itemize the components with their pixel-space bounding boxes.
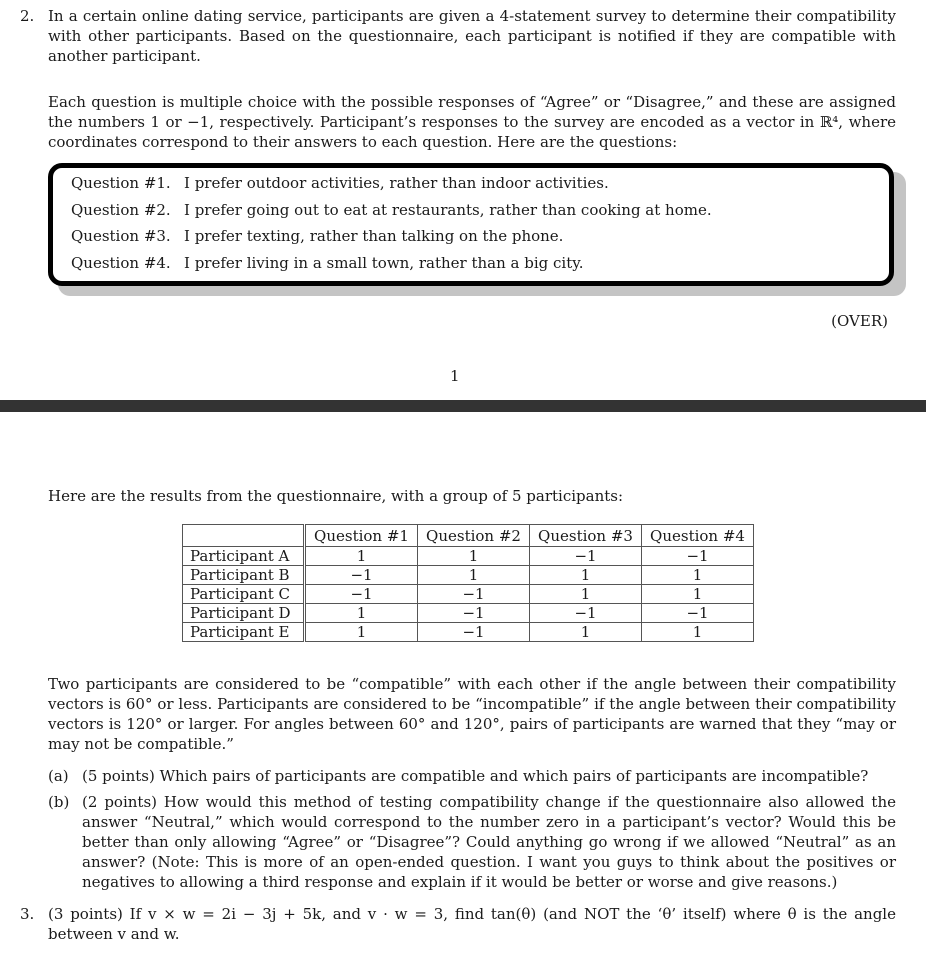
table-header-cell: Question #3 [530, 525, 642, 547]
question-label: Question #4. [71, 254, 171, 272]
question-label: Question #3. [71, 227, 171, 245]
row-label: Participant C [183, 585, 305, 604]
table-cell: −1 [530, 547, 642, 566]
table-cell: −1 [418, 604, 530, 623]
question-row [71, 252, 584, 274]
question-label: Question #1. [71, 174, 171, 192]
table-cell: 1 [642, 623, 754, 642]
part-b-label: (b) [48, 793, 70, 811]
table-cell: 1 [305, 623, 418, 642]
results-intro: Here are the results from the questionnaire, with a group of 5 participants: [48, 487, 624, 505]
question-row [71, 199, 712, 221]
results-table [182, 524, 754, 642]
table-row [183, 623, 754, 642]
question-text: I prefer going out to eat at restaurants, rather than cooking at home. [184, 201, 712, 219]
question-text: I prefer outdoor activities, rather than indoor activities. [184, 174, 609, 192]
question-text: I prefer living in a small town, rather than a big city. [184, 254, 584, 272]
table-row [183, 547, 754, 566]
question-label: Question #2. [71, 201, 171, 219]
row-label: Participant B [183, 566, 305, 585]
table-cell: 1 [642, 566, 754, 585]
question-box [48, 163, 894, 286]
part-a-text: (5 points) Which pairs of participants are compatible and which pairs of participants are incompatible? [82, 767, 869, 785]
over-note: (OVER) [831, 312, 888, 330]
table-cell: 1 [418, 566, 530, 585]
table-cell: 1 [530, 566, 642, 585]
problem-2-number: 2. [20, 7, 35, 25]
table-header-cell: Question #2 [418, 525, 530, 547]
question-row [71, 172, 609, 194]
table-cell: −1 [305, 566, 418, 585]
table-cell: −1 [305, 585, 418, 604]
table-row [183, 604, 754, 623]
table-row [183, 566, 754, 585]
table-cell: −1 [530, 604, 642, 623]
page-1 [0, 0, 926, 400]
table-cell: 1 [530, 585, 642, 604]
table-cell: 1 [418, 547, 530, 566]
table-cell: −1 [642, 604, 754, 623]
row-label: Participant D [183, 604, 305, 623]
problem-2-intro: In a certain online dating service, participants are given a 4-statement survey to determine their compatibility with other participants. Based on the questionnaire, each participant is notified if they are compatible with another participant. [48, 7, 896, 65]
question-row [71, 225, 563, 247]
table-cell: 1 [305, 604, 418, 623]
compatibility-paragraph: Two participants are considered to be “compatible” with each other if the angle between their compatibility vectors is 60° or less. Participants are considered to be “incompatible” if the angle between their compatibility vectors is 120° or larger. For angles between 60° and 120°, pairs of participants are warned that they “may or may not be compatible.” [48, 675, 896, 753]
page-2 [0, 412, 926, 973]
table-cell: −1 [418, 623, 530, 642]
table-header-cell: Question #4 [642, 525, 754, 547]
row-label: Participant E [183, 623, 305, 642]
table-cell: 1 [642, 585, 754, 604]
table-cell: 1 [305, 547, 418, 566]
page-number: 1 [450, 367, 460, 385]
problem-2-encoding-paragraph: Each question is multiple choice with the possible responses of “Agree” or “Disagree,” and these are assigned the numbers 1 or −1, respectively. Participant’s responses to the survey are encoded as a vector in ℝ⁴, where coordinates correspond to their answers to each question. Here are the questions: [48, 93, 896, 151]
page-divider [0, 400, 926, 412]
table-cell: −1 [642, 547, 754, 566]
question-text: I prefer texting, rather than talking on the phone. [184, 227, 564, 245]
row-label: Participant A [183, 547, 305, 566]
table-row [183, 585, 754, 604]
problem-3-number: 3. [20, 905, 35, 923]
part-b-text: (2 points) How would this method of testing compatibility change if the questionnaire also allowed the answer “Neutral,” which would correspond to the number zero in a participant’s vector? Would this be better than only allowing “Agree” or “Disagree”? Could anything go wrong if we allowed “Neutral” as an answer? (Note: This is more of an open-ended question. I want you guys to think about the positives or negatives to allowing a third response and explain if it would be better or worse and give reasons.) [82, 793, 896, 891]
table-corner-cell [183, 525, 305, 547]
table-header-cell: Question #1 [305, 525, 418, 547]
table-cell: 1 [530, 623, 642, 642]
problem-3-text: (3 points) If v × w = 2i − 3j + 5k, and v · w = 3, find tan(θ) (and NOT the ‘θ’ itself) where θ is the angle between v and w. [48, 905, 896, 943]
table-cell: −1 [418, 585, 530, 604]
part-a-label: (a) [48, 767, 69, 785]
